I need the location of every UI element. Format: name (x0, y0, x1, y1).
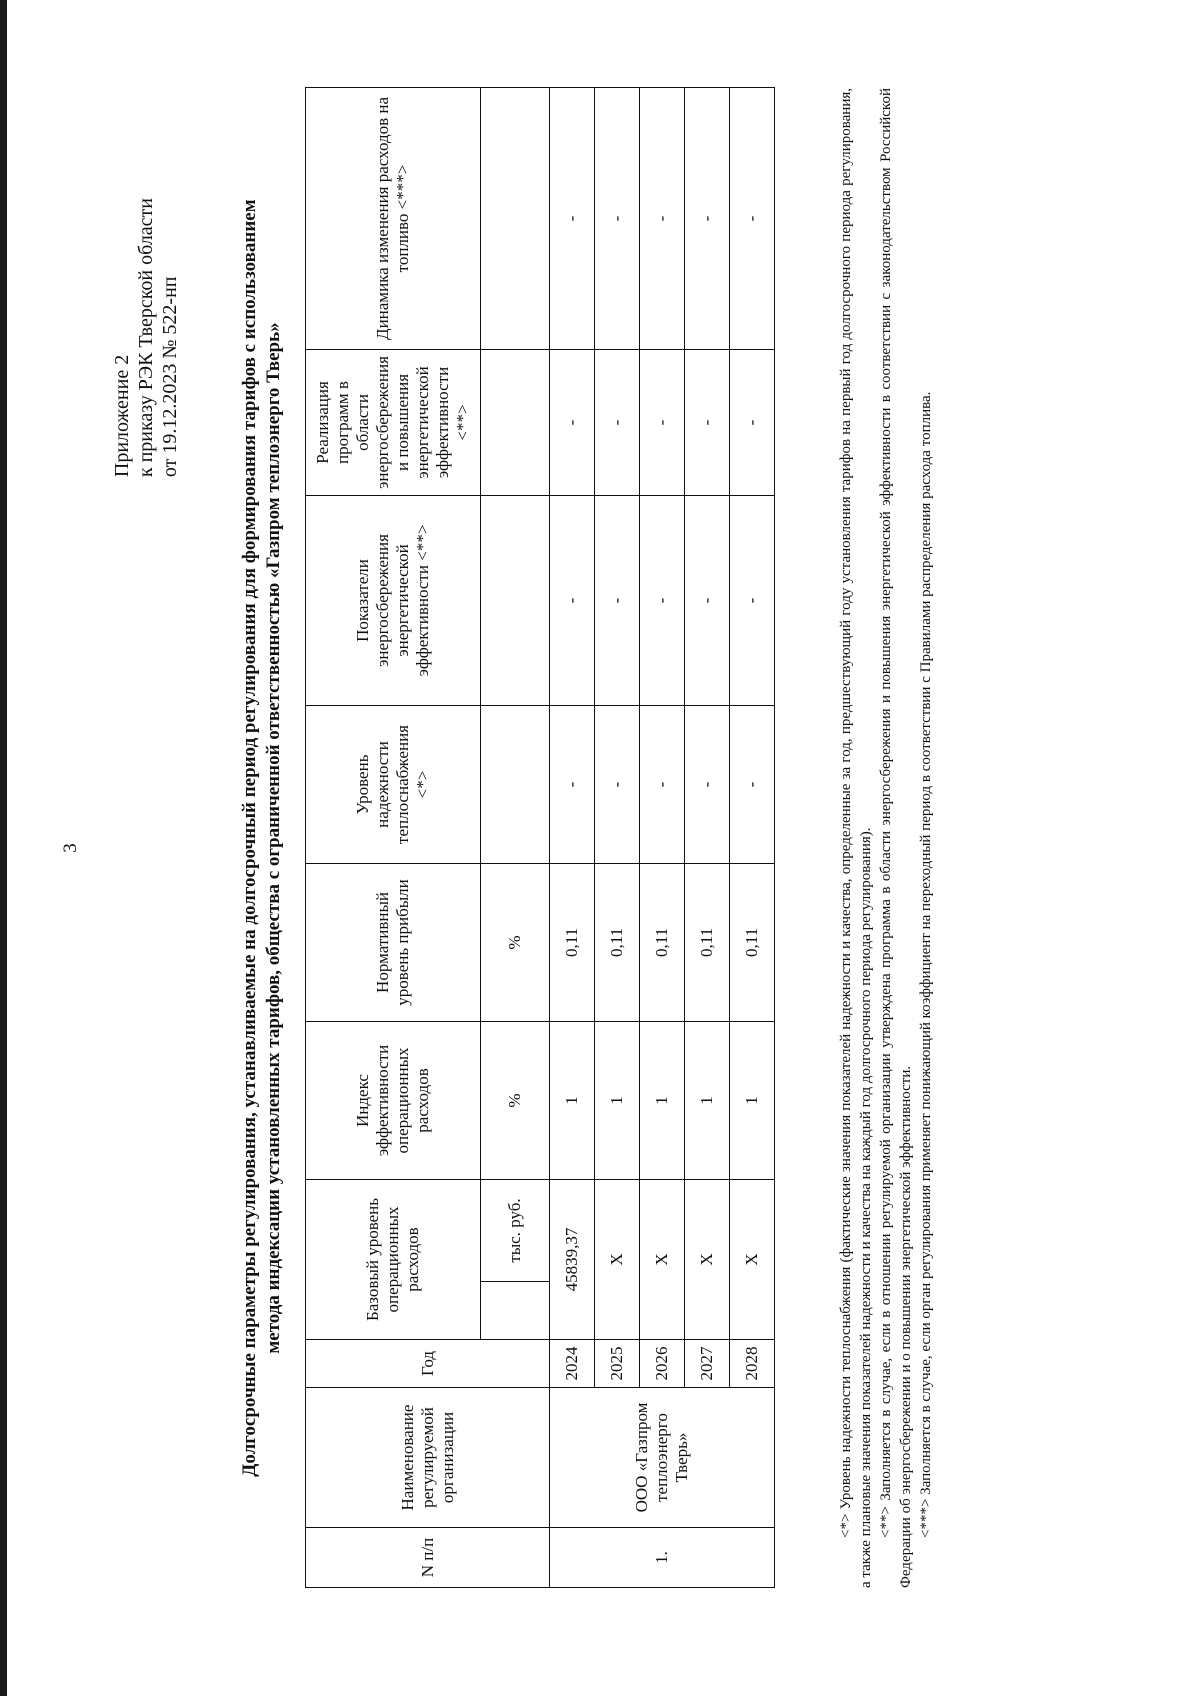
row-reliability: - (550, 705, 595, 863)
row-year: 2027 (685, 1340, 730, 1388)
units-reliability (481, 705, 550, 863)
appendix-line-1: Приложение 2 (111, 354, 133, 478)
row-index: 1 (730, 1021, 775, 1179)
row-year: 2024 (550, 1340, 595, 1388)
row-programs: - (550, 349, 595, 495)
row-reliability: - (640, 705, 685, 863)
header-profit: Нормативный уровень прибыли (306, 863, 481, 1021)
units-profit: % (481, 863, 550, 1021)
row-base: X (685, 1179, 730, 1339)
binder-edge (0, 0, 7, 1696)
table-row (730, 87, 775, 1587)
footnote-2: <**> Заполняется в случае, если в отношении регулируемой организации утверждена программа в области энергосбережения и повышения энергетической эффективности в соответствии с законодательством Российской Федерации об энергосбережении и о повышении энергетической эффективности. (878, 88, 914, 1588)
table-row (685, 87, 730, 1587)
title-line-2: метода индексации установленных тарифов, общества с ограниченной ответственностью «Газпром теплоэнерго Тверь» (263, 322, 284, 1354)
page-number: 3 (60, 843, 81, 853)
parameters-table (305, 87, 775, 1588)
row-base: X (730, 1179, 775, 1339)
units-programs (481, 349, 550, 495)
row-fuel: - (730, 87, 775, 349)
table-row (595, 87, 640, 1587)
appendix-line-3: от 19.12.2023 № 522-нп (159, 276, 181, 478)
header-num: N п/п (306, 1528, 550, 1588)
header-org: Наименование регулируемой организации (306, 1388, 550, 1528)
row-base: 45839,37 (550, 1179, 595, 1339)
row-energy: - (730, 495, 775, 705)
units-base-blank (481, 1282, 550, 1340)
row-fuel: - (595, 87, 640, 349)
row-year: 2026 (640, 1340, 685, 1388)
rotated-page (40, 48, 1160, 1648)
row-profit: 0,11 (550, 863, 595, 1021)
title-line-1: Долгосрочные параметры регулирования, устанавливаемые на долгосрочный период регулирования для формирования тарифов с использованием (239, 199, 260, 1477)
row-index: 1 (595, 1021, 640, 1179)
units-energy (481, 495, 550, 705)
row-programs: - (595, 349, 640, 495)
footnote-1: <*> Уровень надежности теплоснабжения (фактические значения показателей надежности и качества, определенные за год, предшествующий году установления тарифов на первый год долгосрочного периода регулирования, а также плановые значения показателей надежности и качества на каждый год долгосрочного периода регулирования). (838, 88, 874, 1588)
row-base: X (595, 1179, 640, 1339)
row-profit: 0,11 (730, 863, 775, 1021)
row-fuel: - (640, 87, 685, 349)
row-index: 1 (550, 1021, 595, 1179)
header-index: Индекс эффективности операционных расходов (306, 1021, 481, 1179)
header-year: Год (306, 1340, 550, 1388)
header-programs: Реализация программ в области энергосбережения и повышения энергетической эффективности <**> (306, 349, 481, 495)
header-fuel: Динамика изменения расходов на топливо <***> (306, 87, 481, 349)
table-row (640, 87, 685, 1587)
appendix-header (110, 198, 182, 477)
footnotes (836, 88, 936, 1588)
document-title (238, 88, 286, 1588)
row-programs: - (685, 349, 730, 495)
row-reliability: - (595, 705, 640, 863)
table-row (550, 87, 595, 1587)
row-energy: - (685, 495, 730, 705)
row-energy: - (640, 495, 685, 705)
row-num: 1. (550, 1528, 775, 1588)
row-profit: 0,11 (640, 863, 685, 1021)
header-base: Базовый уровень операционных расходов (306, 1179, 481, 1339)
footnote-3: <***> Заполняется в случае, если орган регулирования применяет понижающий коэффициент на переходный период в соответствии с Правилами распределения расхода топлива. (918, 391, 934, 1538)
row-year: 2028 (730, 1340, 775, 1388)
header-energy: Показатели энергосбережения энергетической эффективности <**> (306, 495, 481, 705)
row-org: ООО «Газпром теплоэнерго Тверь» (550, 1388, 775, 1528)
row-programs: - (640, 349, 685, 495)
row-fuel: - (550, 87, 595, 349)
row-energy: - (550, 495, 595, 705)
row-base: X (640, 1179, 685, 1339)
units-index: % (481, 1021, 550, 1179)
row-energy: - (595, 495, 640, 705)
row-reliability: - (730, 705, 775, 863)
row-profit: 0,11 (685, 863, 730, 1021)
header-reliability: Уровень надежности теплоснабжения <*> (306, 705, 481, 863)
row-fuel: - (685, 87, 730, 349)
row-index: 1 (640, 1021, 685, 1179)
appendix-line-2: к приказу РЭК Тверской области (135, 198, 157, 478)
row-reliability: - (685, 705, 730, 863)
units-fuel (481, 87, 550, 349)
units-base: тыс. руб. (481, 1179, 550, 1281)
row-programs: - (730, 349, 775, 495)
row-index: 1 (685, 1021, 730, 1179)
row-year: 2025 (595, 1340, 640, 1388)
row-profit: 0,11 (595, 863, 640, 1021)
